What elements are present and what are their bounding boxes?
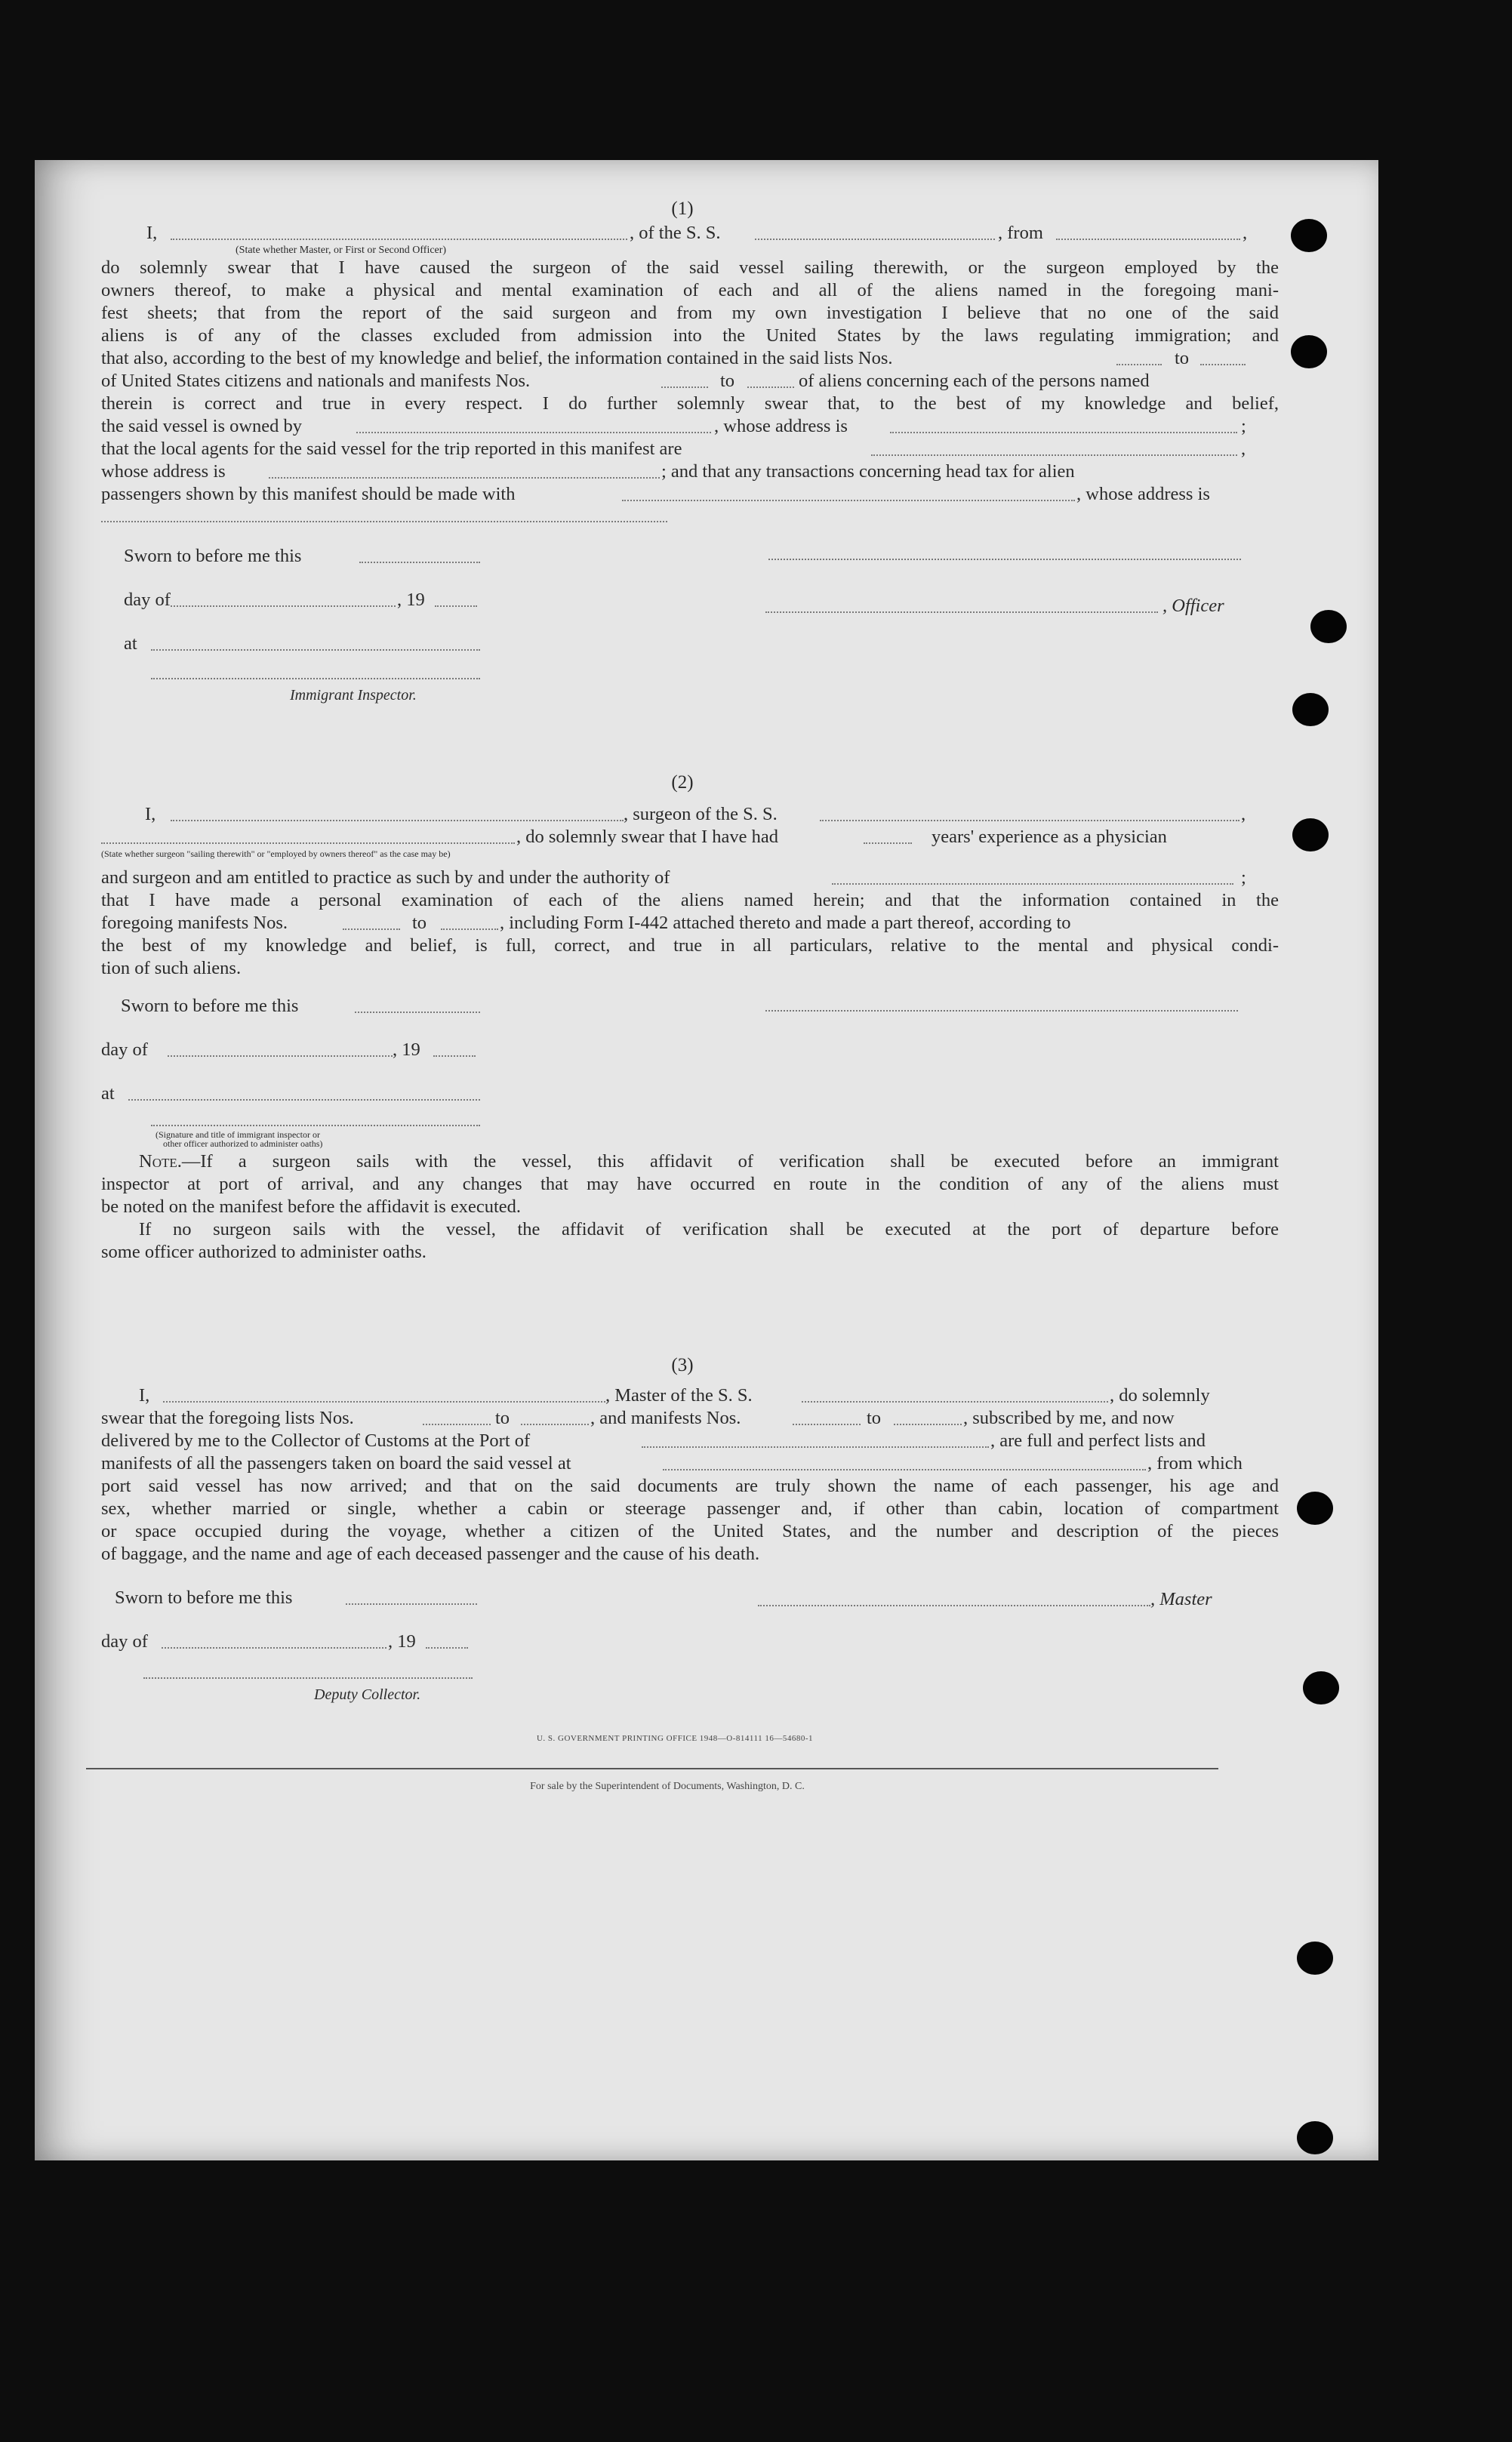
signature-note: other officer authorized to administer oaths) [163,1138,323,1149]
text-block [101,889,1279,912]
foregoing-from-field[interactable] [343,913,400,930]
ship-name-field[interactable] [755,223,995,240]
text: , 19 [388,1631,416,1652]
text-line: do solemnly swear that I have caused the surgeon of the said vessel sailing therewith, or the surgeon employed by the [101,257,1279,278]
text: to [495,1408,510,1428]
agents-line [101,438,1279,460]
punch-hole [1292,693,1329,726]
text: , do solemnly [1110,1385,1210,1406]
text-line: of baggage, and the name and age of each deceased passenger and the cause of his death. [101,1544,760,1564]
experience-line [101,826,1279,848]
section-1 [101,196,1279,717]
surgeon-name-field[interactable] [171,805,624,821]
section-number: (3) [671,1355,694,1375]
text: , are full and perfect lists and [990,1430,1206,1451]
footer-rule [86,1768,1218,1769]
head-tax-address-field[interactable] [101,506,667,522]
text-line: port said vessel has now arrived; and that on the said documents are truly shown the name of each passenger, his age and [101,1476,1279,1496]
text: I, [146,223,158,243]
master-line [101,1384,1279,1407]
master-paragraph [101,1475,1279,1566]
text: whose address is [101,461,226,482]
section-3-signatures [101,1581,1279,1724]
section-number: (1) [671,199,694,219]
sworn-date-field[interactable] [359,547,480,563]
text: , whose address is [1076,484,1210,504]
text: foregoing manifests Nos. [101,913,288,933]
signature-note: (Signature and title of immigrant inspector or [156,1129,320,1140]
text-line: sex, whether married or single, whether a cabin or steerage passenger and, if other than cabin, location of compartment [101,1498,1279,1519]
oath-paragraph [101,257,1279,347]
text-block [101,935,1279,980]
text: swear that the foregoing lists Nos. [101,1408,354,1428]
text: delivered by me to the Collector of Customs at the Port of [101,1430,531,1451]
text: of United States citizens and nationals and manifests Nos. [101,371,531,391]
note-paragraph [101,1150,1279,1264]
text: —If a surgeon sails with the vessel, this affidavit of verification shall be executed before an immigrant [181,1151,1279,1172]
surgeon-line [101,803,1279,826]
lists-line [101,1407,1279,1430]
text: Sworn to before me this [121,996,299,1016]
text: ; [1241,867,1246,888]
form-body [101,196,1279,1798]
inspector-signature-field[interactable] [151,678,480,679]
departure-port-field[interactable] [663,1454,1146,1470]
inspector-caption: Immigrant Inspector. [290,687,417,704]
punch-hole [1291,219,1327,252]
head-tax-line [101,483,1279,506]
owner-field[interactable] [356,417,711,433]
text-line: that I have made a personal examination of each of the aliens named herein; and that the information contained in the [101,890,1279,910]
punch-hole [1292,818,1329,851]
officer-line [101,222,1279,245]
owner-line [101,415,1279,438]
officer-name-field[interactable] [171,223,627,240]
text: , from which [1147,1453,1243,1474]
punch-hole [1310,610,1347,643]
printing-office-note: U. S. GOVERNMENT PRINTING OFFICE 1948—O-814111 16—54680-1 [536,1734,814,1743]
text: , [1243,223,1248,243]
years-field[interactable] [864,827,912,844]
text: , 19 [397,590,425,610]
day-of-field[interactable] [168,1040,393,1057]
text: passengers shown by this manifest should be made with [101,484,516,504]
text: to [720,371,735,391]
text-line: fest sheets; that from the report of the said surgeon and from my own investigation I believe that no one of the said [101,303,1279,323]
text: , subscribed by me, and now [963,1408,1175,1428]
text-line: be noted on the manifest before the affidavit is executed. [101,1196,522,1217]
section-number: (2) [671,772,694,793]
text: , including Form I-442 attached thereto and made a part thereof, according to [500,913,1071,933]
text: to [867,1408,882,1428]
text: at [101,1083,115,1104]
master-name-field[interactable] [163,1386,605,1403]
surgeon-note: (State whether surgeon "sailing therewith" or "employed by owners thereof" as the case may be) [101,848,451,859]
form-page [35,160,1378,2160]
citizens-line [101,370,1279,393]
deputy-caption: Deputy Collector. [314,1686,421,1703]
section-1-signatures [101,536,1279,717]
officer-name-signature-field[interactable] [765,596,1158,613]
text: ; [1241,416,1246,436]
list-from-field[interactable] [423,1409,491,1425]
text: , Master of the S. S. [605,1385,753,1406]
surgeon-ship-field[interactable] [820,805,1239,821]
list-no-to-field[interactable] [1200,349,1246,365]
manifest-from-field[interactable] [793,1409,861,1425]
text-line: therein is correct and true in every respect. I do further solemnly swear that, to the best of my knowledge and belief, [101,393,1279,414]
text-line: aliens is of any of the classes excluded from admission into the United States by the laws regulating immigration; and [101,325,1279,346]
at-place-field[interactable] [128,1084,480,1101]
head-tax-agent-field[interactable] [622,485,1075,501]
authority-line [101,867,1279,889]
text: , [1241,804,1246,824]
text: I, [145,804,156,824]
punch-hole [1297,1492,1333,1525]
text: day of [101,1039,148,1060]
master-signature-field[interactable] [758,1590,1150,1606]
section-3 [101,1353,1279,1798]
year-field[interactable] [426,1632,468,1649]
punch-hole [1291,335,1327,368]
port-field[interactable] [642,1431,989,1448]
manifest-to-field[interactable] [894,1409,962,1425]
text: , whose address is [714,416,848,436]
sworn-date-field[interactable] [346,1588,477,1605]
text: day of [124,590,171,610]
text: , and manifests Nos. [590,1408,741,1428]
text: that the local agents for the said vessel for the trip reported in this manifest are [101,439,682,459]
text: day of [101,1631,148,1652]
sworn-date-field[interactable] [355,996,480,1013]
foregoing-to-field[interactable] [441,913,498,930]
list-to-field[interactable] [521,1409,589,1425]
text: , surgeon of the S. S. [624,804,778,824]
text: Sworn to before me this [115,1587,293,1608]
text-line: inspector at port of arrival, and any changes that may have occurred en route in the condition of any of the aliens must [101,1174,1279,1194]
list-no-from-field[interactable] [1116,349,1162,365]
inspector-signature-field[interactable] [151,1125,480,1126]
surgeon-status-field[interactable] [101,827,515,844]
year-field[interactable] [435,590,477,607]
officer-note: (State whether Master, or First or Second Officer) [236,245,447,256]
manifest-no-to-field[interactable] [747,371,794,388]
manifests-line [101,1452,1279,1475]
sale-note: For sale by the Superintendent of Documents, Washington, D. C. [530,1781,805,1792]
text: that also, according to the best of my knowledge and belief, the information contained in the said lists Nos. [101,348,893,368]
text: , from [998,223,1043,243]
day-of-field[interactable] [162,1632,386,1649]
manifest-no-from-field[interactable] [661,371,708,388]
lists-line [101,347,1279,370]
text: the said vessel is owned by [101,416,303,436]
text: to [1175,348,1190,368]
foregoing-line [101,912,1279,935]
punch-hole [1303,1671,1339,1704]
punch-hole [1297,2121,1333,2154]
section-2 [101,770,1279,1264]
text: , 19 [393,1039,420,1060]
owner-address-field[interactable] [890,417,1237,433]
text: and surgeon and am entitled to practice as such by and under the authority of [101,867,670,888]
surgeon-signature-field[interactable] [765,1010,1238,1012]
note-label: Note. [139,1151,182,1172]
text: years' experience as a physician [932,827,1167,847]
agents-address-field[interactable] [269,462,660,479]
day-of-field[interactable] [171,590,396,607]
text: , [1241,439,1246,459]
text-line: owners thereof, to make a physical and mental examination of each and all of the aliens named in the foregoing mani- [101,280,1279,300]
text-line: some officer authorized to administer oaths. [101,1242,427,1262]
port-from-field[interactable] [1056,223,1240,240]
year-field[interactable] [433,1040,476,1057]
text: , of the S. S. [630,223,721,243]
deputy-signature-field[interactable] [143,1677,473,1679]
punch-hole [1297,1942,1333,1975]
text: , do solemnly swear that I have had [516,827,778,847]
at-place-field[interactable] [151,634,480,651]
text-line: or space occupied during the voyage, whether a citizen of the United States, and the number and description of the pieces [101,1521,1279,1541]
text-block [101,393,1279,415]
officer-label: , Officer [1162,596,1224,616]
text: I, [139,1385,150,1406]
text: manifests of all the passengers taken on board the said vessel at [101,1453,571,1474]
master-label: , Master [1150,1589,1212,1609]
text: ; and that any transactions concerning head tax for alien [661,461,1075,482]
agents-address-line [101,460,1279,483]
master-ship-field[interactable] [802,1386,1108,1403]
section-2-signatures [101,989,1279,1147]
text-line: If no surgeon sails with the vessel, the affidavit of verification shall be executed at the port of departure before [139,1219,1279,1239]
text-line [101,1150,1279,1173]
text-line: the best of my knowledge and belief, is full, correct, and true in all particulars, relative to the mental and physical condi- [101,935,1279,956]
text: of aliens concerning each of the persons named [799,371,1150,391]
text: Sworn to before me this [124,546,302,566]
text-line: tion of such aliens. [101,958,242,978]
text: to [412,913,427,933]
agents-field[interactable] [871,439,1237,456]
delivered-line [101,1430,1279,1452]
officer-signature-field[interactable] [768,559,1241,560]
text: at [124,633,137,654]
authority-field[interactable] [832,868,1233,885]
